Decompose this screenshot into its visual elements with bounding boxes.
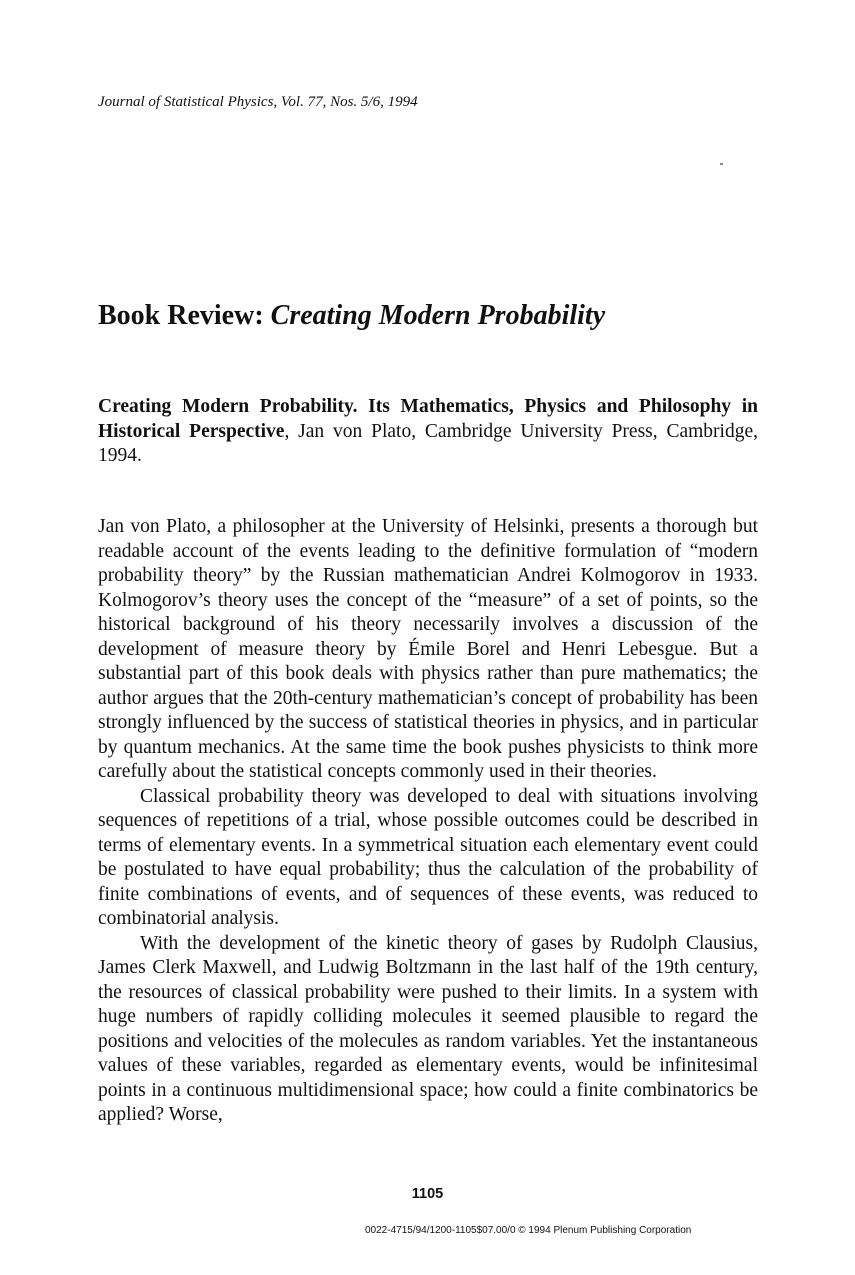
scan-speck <box>720 163 723 165</box>
body-paragraph: With the development of the kinetic theory of gases by Rudolph Clausius, James Clerk Maxwell, and Ludwig Boltzmann in the last half of the 19th century, the resources of classical probability were pushed to their limits. In a system with huge numbers of rapidly colliding molecules it seemed plausible to regard the positions and velocities of the molecules as random variables. Yet the instantaneous values of these variables, regarded as elementary events, would be infinitesimal points in a continuous multidimensional space; how could a finite combinatorics be applied? Worse, <box>98 932 758 1125</box>
body-paragraph: Jan von Plato, a philosopher at the University of Helsinki, presents a thorough but readable account of the events leading to the definitive formulation of “modern probability theory” by the Russian mathematician Andrei Kolmogorov in 1933. Kolmogorov’s theory uses the concept of the “measure” of a set of points, so the historical background of his theory necessarily involves a discussion of the development of measure theory by Émile Borel and Henri Lebesgue. But a substantial part of this book deals with physics rather than pure mathematics; the author argues that the 20th-century mathematician’s concept of probability has been strongly influenced by the success of statistical theories in physics, and in particular by quantum mechanics. At the same time the book pushes physicists to think more carefully about the statistical concepts commonly used in their theories. <box>98 516 758 782</box>
copyright-line: 0022-4715/94/1200-1105$07.00/0 © 1994 Plenum Publishing Corporation <box>365 1225 692 1236</box>
page-number: 1105 <box>411 1186 444 1202</box>
citation-book-title: Creating Modern Probability. Its Mathematics, Physics and Philosophy in Historical Perspective <box>98 396 758 442</box>
article-title <box>98 298 605 334</box>
body-paragraph: Classical probability theory was developed to deal with situations involving sequences of repetitions of a trial, whose possible outcomes could be described in terms of elementary events. In a symmetrical situation each elementary event could be postulated to have equal probability; thus the calculation of the probability of finite combinations of events, and of sequences of these events, was reduced to combinatorial analysis. <box>98 785 758 929</box>
book-citation <box>98 395 758 469</box>
review-body <box>98 515 758 1128</box>
journal-header: Journal of Statistical Physics, Vol. 77, Nos. 5/6, 1994 <box>98 94 418 110</box>
title-prefix: Book Review: <box>98 300 271 331</box>
citation-details: , Jan von Plato, Cambridge University Press, Cambridge, 1994. <box>98 420 758 466</box>
title-book-name: Creating Modern Probability <box>270 300 606 331</box>
